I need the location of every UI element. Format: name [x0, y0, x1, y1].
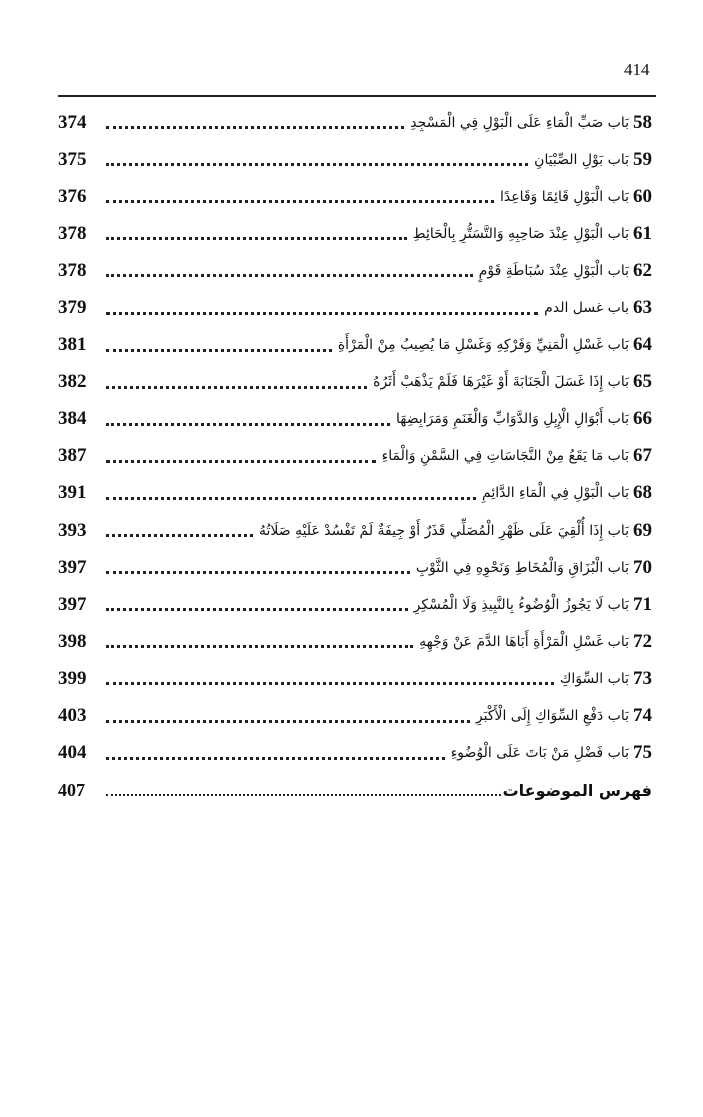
entry-title: بَاب غَسْلِ الْمَرْأَةِ أَبَاهَا الدَّمَ عَنْ وَجْهِهِ — [419, 633, 629, 650]
entry-page: 398 — [58, 630, 87, 652]
entry-page: 378 — [58, 222, 87, 244]
entry-number: 58 — [633, 111, 652, 133]
entry-page: 403 — [58, 705, 87, 727]
entry-page: 381 — [58, 334, 87, 356]
entry-page: 391 — [58, 482, 87, 504]
entry-number: 74 — [633, 705, 652, 727]
dot-leader — [106, 200, 494, 203]
toc-entry-70[interactable] — [58, 549, 652, 586]
toc-entry-63[interactable] — [58, 289, 652, 326]
entry-page: 382 — [58, 371, 87, 393]
entry-number: 65 — [633, 371, 652, 393]
entry-number: 62 — [633, 259, 652, 281]
entry-page: 404 — [58, 742, 87, 764]
entry-page: 397 — [58, 593, 87, 615]
entry-number: 63 — [633, 297, 652, 319]
dot-leader — [106, 645, 413, 648]
dot-leader — [106, 497, 476, 500]
entry-title: بَاب بَوْلِ الصِّبْيَانِ — [534, 151, 629, 168]
entry-page: 379 — [58, 297, 87, 319]
entry-number: 75 — [633, 742, 652, 764]
toc-entry-72[interactable] — [58, 623, 652, 660]
toc-entry-75[interactable] — [58, 735, 652, 772]
dot-leader — [106, 386, 367, 389]
toc-entry-73[interactable] — [58, 660, 652, 697]
toc-entry-65[interactable] — [58, 364, 652, 401]
entry-title: بَاب دَفْعِ السِّوَاكِ إِلَى الْأَكْبَرِ — [475, 708, 629, 725]
entry-number: 70 — [633, 556, 652, 578]
dot-leader — [106, 274, 473, 277]
dot-leader — [106, 534, 253, 537]
toc-entry-59[interactable] — [58, 141, 652, 178]
entry-page: 376 — [58, 185, 87, 207]
entry-number: 71 — [633, 593, 652, 615]
entry-title: بَاب صَبِّ الْمَاءِ عَلَى الْبَوْلِ فِي الْمَسْجِدِ — [410, 114, 629, 131]
toc-entry-index[interactable] — [58, 772, 652, 809]
entry-number: 67 — [633, 445, 652, 467]
entry-title: بَاب إِذَا أُلْقِيَ عَلَى ظَهْرِ الْمُصَلِّي قَذَرٌ أَوْ جِيفَةٌ لَمْ تَفْسُدْ عَلَيْهِ صَلَاتُهُ — [258, 522, 629, 539]
dot-leader — [106, 460, 376, 463]
dot-leader — [106, 312, 538, 315]
entry-title: بَاب أَبْوَالِ الْإِبِلِ وَالدَّوَابِّ وَالْغَنَمِ وَمَرَابِضِهَا — [396, 411, 629, 428]
entry-page: 393 — [58, 519, 87, 541]
entry-page: 387 — [58, 445, 87, 467]
toc-entry-62[interactable] — [58, 252, 652, 289]
toc-entry-61[interactable] — [58, 215, 652, 252]
toc-entry-69[interactable] — [58, 512, 652, 549]
entry-number: 73 — [633, 667, 652, 689]
toc-entry-60[interactable] — [58, 178, 652, 215]
entry-title: بَاب غَسْلِ الْمَنِيِّ وَفَرْكِهِ وَغَسْلِ مَا يُصِيبُ مِنْ الْمَرْأَةِ — [337, 337, 629, 354]
toc-entry-64[interactable] — [58, 327, 652, 364]
toc-entry-66[interactable] — [58, 401, 652, 438]
entry-title: بَاب إِذَا غَسَلَ الْجَنَابَةَ أَوْ غَيْرَهَا فَلَمْ يَذْهَبْ أَثَرُهُ — [373, 374, 629, 391]
entry-number: 66 — [633, 408, 652, 430]
toc-entry-74[interactable] — [58, 698, 652, 735]
toc-entry-58[interactable] — [58, 104, 652, 141]
entry-title: بَاب فَضْلِ مَنْ بَاتَ عَلَى الْوُضُوءِ — [450, 745, 629, 762]
dot-leader — [106, 349, 332, 352]
entry-title: بَاب الْبَوْلِ قَائِمًا وَقَاعِدًا — [499, 188, 629, 205]
dot-leader — [106, 423, 390, 426]
entry-number: 61 — [633, 222, 652, 244]
entry-number: 59 — [633, 148, 652, 170]
dot-leader — [106, 608, 408, 611]
entry-title: بَاب الْبَوْلِ عِنْدَ صَاحِبِهِ وَالتَّسَتُّرِ بِالْحَائِطِ — [412, 225, 629, 242]
entry-number: 69 — [633, 519, 652, 541]
entry-number: 72 — [633, 630, 652, 652]
entry-page: 397 — [58, 556, 87, 578]
entry-title: بَاب الْبُزَاقِ وَالْمُخَاطِ وَنَحْوِهِ فِي الثَّوْبِ — [415, 559, 629, 576]
toc-entry-68[interactable] — [58, 475, 652, 512]
toc-entry-71[interactable] — [58, 586, 652, 623]
header-rule — [58, 95, 656, 97]
index-title: فهرس الموضوعات — [502, 780, 652, 800]
index-page: 407 — [58, 779, 85, 800]
entry-title: بَاب الْبَوْلِ فِي الْمَاءِ الدَّائِمِ — [482, 485, 629, 502]
entry-page: 384 — [58, 408, 87, 430]
dot-leader — [106, 757, 445, 760]
entry-page: 378 — [58, 259, 87, 281]
entry-page: 375 — [58, 148, 87, 170]
entry-page: 374 — [58, 111, 87, 133]
dot-leader — [106, 794, 501, 796]
toc-entry-67[interactable] — [58, 438, 652, 475]
dot-leader — [106, 682, 554, 685]
entry-title: بَاب لَا يَجُوزُ الْوُضُوءُ بِالنَّبِيذِ وَلَا الْمُسْكِرِ — [413, 596, 629, 613]
dot-leader — [106, 571, 410, 574]
entry-title: بَاب السِّوَاكِ — [559, 670, 629, 687]
dot-leader — [106, 720, 470, 723]
entry-number: 68 — [633, 482, 652, 504]
entry-number: 64 — [633, 334, 652, 356]
dot-leader — [106, 126, 404, 129]
dot-leader — [106, 163, 528, 166]
table-of-contents — [58, 104, 652, 809]
entry-title: بَاب الْبَوْلِ عِنْدَ سُبَاطَةِ قَوْمٍ — [478, 262, 629, 279]
entry-title: بَاب مَا يَقَعُ مِنْ النَّجَاسَاتِ فِي السَّمْنِ وَالْمَاءِ — [381, 448, 629, 465]
entry-title: باب غسل الدم — [544, 300, 629, 317]
entry-page: 399 — [58, 667, 87, 689]
dot-leader — [106, 237, 407, 240]
page-number: 414 — [624, 60, 650, 79]
entry-number: 60 — [633, 185, 652, 207]
